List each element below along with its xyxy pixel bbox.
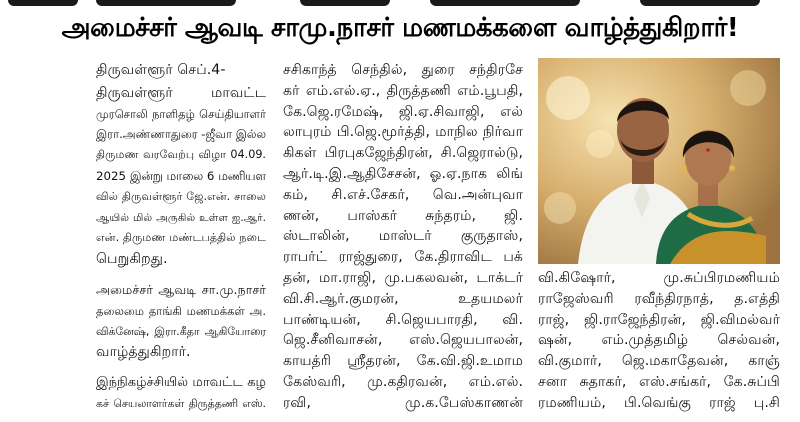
text-line: திருமண வரவேற்பு விழா 04.09. xyxy=(96,148,266,162)
text-line: வி.குமார், ஜெ.மகாதேவன், காஞ் xyxy=(538,353,780,370)
paragraph-3 xyxy=(96,373,266,415)
text-line: திருவள்ளூர் மாவட்ட xyxy=(96,84,266,101)
text-line: முரசொலி நாளிதழ் செய்தியாளர் xyxy=(96,106,266,121)
text-line: கிகள் பிரபுகஜேந்திரன், சி.ஜெரால்டு, xyxy=(283,145,523,162)
text-line: இந்நிகழ்ச்சியில் மாவட்ட கழ xyxy=(96,375,266,391)
text-line: ணன், பாஸ்கர் சுந்தரம், ஜி. xyxy=(283,207,523,224)
headline: அமைச்சர் ஆவடி சாமு.நாசர் மணமக்களை வாழ்த்துகிறார்! xyxy=(61,13,739,43)
text-line: கர் எம்.எல்.ஏ., திருத்தணி எம்.பூபதி, xyxy=(283,82,523,99)
text-line: ஜெ.சீனிவாசன், எஸ்.ஜெயபாலன், xyxy=(283,332,523,349)
text-line: அமைச்சர் ஆவடி சா.மு.நாசர் xyxy=(96,281,266,297)
text-line: வில் திருவள்ளூர் ஜே.என். சாலை xyxy=(96,189,266,203)
text-line: பாண்டியன், சி.ஜெயபாரதி, வி. xyxy=(283,311,523,328)
text-line: ஸ்டாலின், மாஸ்டர் குருதாஸ், xyxy=(283,228,523,245)
text-line: கச் செயலாளர்கள் திருத்தணி எஸ். xyxy=(96,396,266,410)
text-line: ஷன், எம்.முத்தமிழ் செல்வன், xyxy=(538,332,780,349)
text-line: வாழ்த்துகிறார். xyxy=(96,344,191,361)
text-line: சசிகாந்த் செந்தில், துரை சந்திரசே xyxy=(283,62,523,78)
text-line: ஆயில் மில் அருகில் உள்ள ஐ.ஆர். xyxy=(96,211,266,224)
text-line: லாபுரம் பி.ஜெ.மூர்த்தி, மாநில நிர்வா xyxy=(283,124,523,141)
text-line: என். திருமண மண்டபத்தில் நடை xyxy=(96,231,266,245)
text-line: ரமணியம், பி.வெங்கு ராஜ் பு.சி xyxy=(538,394,780,411)
text-line: தலைமை தாங்கி மணமக்கள் அ. xyxy=(96,303,266,318)
text-line: ராஜேஸ்வரி ரவீந்திரநாத், த.எத்தி xyxy=(538,290,780,307)
text-line: வி.கிஷோர், மு.சுப்பிரமணியம் xyxy=(538,270,780,286)
text-line: ரவி, மு.க.பேஸ்காணன் xyxy=(283,394,523,411)
paragraph-2 xyxy=(96,280,266,363)
text-line: சனா சுதாகர், எஸ்.சங்கர், கே.சுப்பி xyxy=(538,373,780,390)
dateline: திருவள்ளூர் செப்.4- xyxy=(96,62,226,78)
couple-illustration xyxy=(538,58,780,264)
text-line: கே.ஜெ.ரமேஷ், ஜி.ஏ.சிவாஜி, எல் xyxy=(283,103,523,120)
text-line: ஆர்.டி.இ.ஆதிசேசன், ஓ.ஏ.நாக லிங் xyxy=(283,165,523,182)
text-line: ராஜ், ஜி.ராஜேந்திரன், ஜி.விமல்வர் xyxy=(538,311,780,328)
text-line: காயத்ரி ஸ்ரீதரன், கே.வி.ஜி.உமாம xyxy=(283,353,523,370)
couple-photo xyxy=(538,58,780,264)
text-line: கம், சி.எச்.சேகர், வெ.அன்புவா xyxy=(283,186,523,203)
text-line: விக்னேஷ், இரா.கீதா ஆகியோரை xyxy=(96,324,266,338)
article-column-3 xyxy=(538,268,780,422)
text-line: பெறுகிறது. xyxy=(96,251,168,268)
text-line: ராபர்ட் ராஜ்துரை, கே.திராவிட பக் xyxy=(283,249,523,266)
text-line: கேஸ்வரி, மு.கதிரவன், எம்.எல். xyxy=(283,373,523,390)
text-line: தன், மா.ராஜி, மு.பகலவன், டாக்டர் xyxy=(283,269,523,286)
paragraph-1 xyxy=(96,83,266,270)
article-column-1 xyxy=(96,60,266,422)
text-line: வி.சி.ஆர்.குமரன், உதயமலர் xyxy=(283,290,523,307)
article-column-2 xyxy=(283,60,523,422)
text-line: 2025 இன்று மாலை 6 மணியள xyxy=(96,168,266,183)
text-line: இரா.அண்ணாதுரை -ஜீவா இல்ல xyxy=(96,127,266,142)
